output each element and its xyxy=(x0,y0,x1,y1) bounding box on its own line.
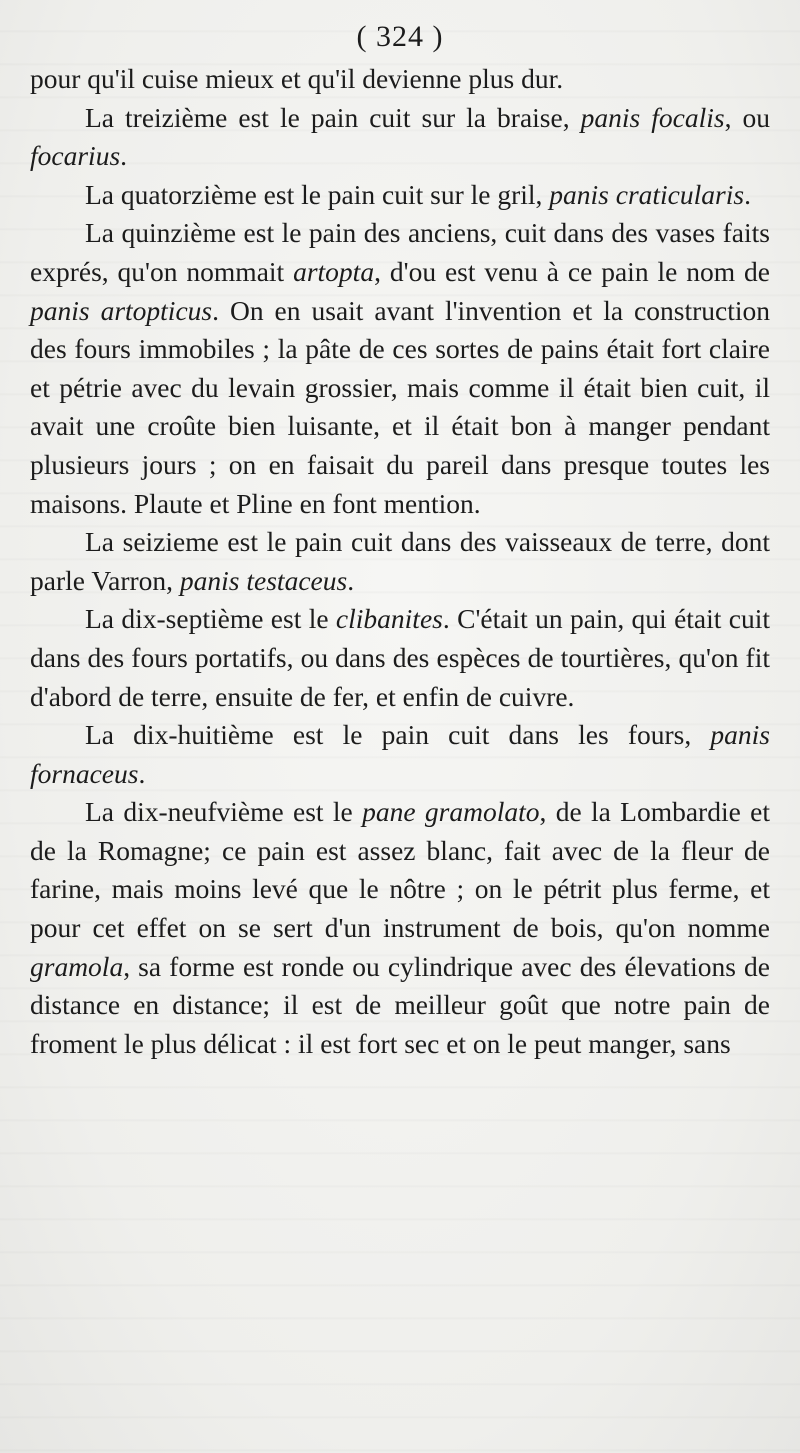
italic-term: gramola xyxy=(30,950,124,982)
text-run: . C'était un pain, qui était cuit dans des fours portatifs, ou dans des espèces de tourtières, qu'on fit d'abord de terre, ensuite de fer, et enfin de cuivre. xyxy=(30,603,771,712)
text-run: , de la Lombardie et de la Romagne; ce pain est assez blanc, fait avec de la fleur de farine, mais moins levé que le nôtre ; on le pétrit plus ferme, et pour cet effet on se sert d'un instrument de bois, qu'on nomme xyxy=(30,796,770,944)
italic-term: panis testaceus xyxy=(179,564,348,596)
text-run: , sa forme est ronde ou cylindrique avec des élevations de distance en distance; il est de meilleur goût que notre pain de froment le plus délicat : il est fort sec et on le peut manger, sans xyxy=(30,950,770,1059)
text-run: . On en usait avant l'invention et la construction des fours immobiles ; la pâte de ces sortes de pains était fort claire et pétrie avec du levain grossier, mais comme il était bien cuit, il avait une croûte bien luisante, et il était bon à manger pendant plusieurs jours ; on en faisait du pareil dans presque toutes les maisons. Plaute et Pline en font mention. xyxy=(30,294,770,519)
text-run: . xyxy=(744,178,751,210)
italic-term: pane gramolato xyxy=(362,796,540,828)
body-text xyxy=(30,60,770,1063)
page-number: ( 324 ) xyxy=(356,20,444,53)
para-dix-neufvieme xyxy=(30,793,770,1063)
para-seizieme xyxy=(30,523,770,600)
text-run: . xyxy=(120,140,128,172)
para-quatorzieme xyxy=(30,176,770,215)
italic-term: focarius xyxy=(30,140,121,172)
text-run: La treizième est le pain cuit sur la braise, xyxy=(85,101,581,133)
italic-term: panis focalis xyxy=(580,101,725,133)
text-run: La seizieme est le pain cuit dans des vaisseaux de terre, dont parle Varron, xyxy=(30,526,770,596)
text-run: La quinzième est le pain des anciens, cuit dans des vases faits exprés, qu'on nommait xyxy=(30,217,770,287)
text-run: La dix-huitième est le pain cuit dans les fours, xyxy=(85,719,711,751)
text-run: pour qu'il cuise mieux et qu'il devienne plus dur. xyxy=(30,63,564,94)
text-run: La quatorzième est le pain cuit sur le gril, xyxy=(85,178,550,210)
italic-term: artopta xyxy=(293,255,375,287)
para-continuation xyxy=(30,60,770,99)
para-treizieme xyxy=(30,99,770,176)
text-run: , d'ou est venu à ce pain le nom de xyxy=(374,255,770,287)
text-run: La dix-septième est le xyxy=(85,603,336,635)
italic-term: clibanites xyxy=(335,603,443,635)
text-run: , ou xyxy=(724,101,771,133)
italic-term: panis artopticus xyxy=(30,294,213,326)
italic-term: panis fornaceus xyxy=(30,719,770,789)
para-dix-huitieme xyxy=(30,716,770,793)
italic-term: panis craticularis xyxy=(549,178,745,210)
text-run: . xyxy=(138,757,146,789)
para-dix-septieme xyxy=(30,600,770,716)
para-quinzieme xyxy=(30,214,770,523)
text-run: La dix-neufvième est le xyxy=(85,796,363,828)
text-run: . xyxy=(347,564,355,596)
